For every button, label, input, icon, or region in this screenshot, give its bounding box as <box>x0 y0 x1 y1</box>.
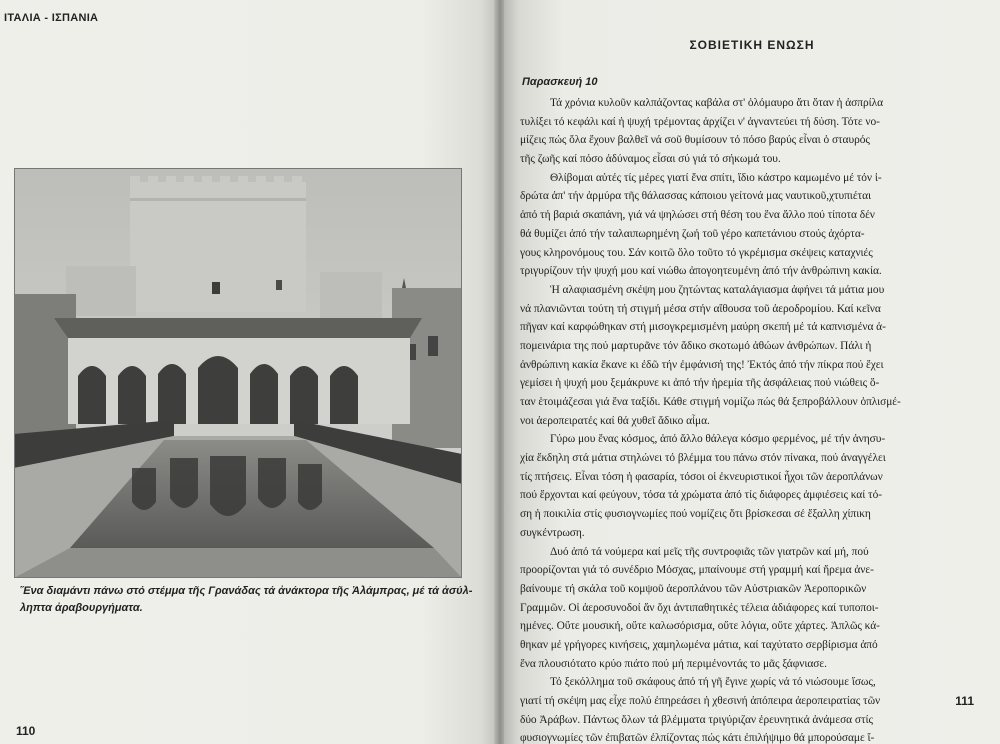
text-line: νοι ἀεροπειρατές καί θά χυθεῖ ἄδικο αἷμα. <box>520 414 710 427</box>
text-line: θηκαν μέ γρήγορες κινήσεις, χαμηλωμένα μάτια, καί ταχύτατο σερβίρισμα ἀπό <box>520 638 878 651</box>
text-line: συγκέντρωση. <box>520 526 585 539</box>
text-line: ἀπό τή βαριά σκαπάνη, γιά νά ψηλώσει στή θέση του ἕνα ἄλλο πού τίποτα δέν <box>520 209 875 222</box>
text-line: πομεινάρια της πού μαρτυρᾶνε τόν ἄδικο σκοτωμό ἀθώων ἀνθρώπων. Πάλι ἡ <box>520 339 872 352</box>
text-line: θά θυμίζει ἀπό τήν ταλαιπωρημένη ζωή τοῦ γέρο καπετάνιου στούς ἀχόρτα- <box>520 227 865 240</box>
text-line: ημένες. Οὔτε μουσική, οὔτε καλωσόρισμα, οὔτε λόγια, οὔτε χάρτες. Ἁπλῶς κά- <box>520 620 880 633</box>
caption-line: ληπτα ἀραβουργήματα. <box>20 602 143 614</box>
text-line: Δυό ἀπό τά νούμερα καί μεῖς τῆς συντροφιᾶς τῶν γιατρῶν καί μή, πού <box>550 545 869 558</box>
text-line: γιατί τή σκέψη μας εἶχε πολύ ἐπηρεάσει ἡ χθεσινή ἀπόπειρα ἀεροπειρατίας τῶν <box>520 695 881 707</box>
right-page <box>504 0 1000 744</box>
text-line: Γύρω μου ἕνας κόσμος, ἀπό ἄλλο θάλεγα κόσμο φερμένος, μέ τήν ἀνησυ- <box>550 433 886 446</box>
text-line: φυσιογνωμίες τῶν ἐπιβατῶν ἐλπίζοντας πώς κάτι ἐπιλήψιμο θά μπορούσαμε ἴ- <box>520 732 875 744</box>
text-line: Τά χρόνια κυλοῦν καλπάζοντας καβάλα στ' ὁλόμαυρο ἄτι ὅταν ἡ ἀσπρίλα <box>550 97 884 109</box>
text-line: ἀνθρώπινη κακία ἔκανε κι ἐδῶ τήν ἐμφάνισή της! Ἐκτός ἀπό τήν πίκρα πού ἔχει <box>520 358 884 371</box>
text-line: ταν ἑτοιμάζεσαι γιά ἕνα ταξίδι. Κάθε στιγμή νομίζω πώς θά ξεπροβάλλουν ὁπλισμέ- <box>520 396 901 408</box>
text-line: πού ἔρχονται καί φεύγουν, τόσα τά χρώματα ἀπό τίς διάφορες ἀμφιέσεις καί τό- <box>520 489 882 502</box>
text-line: Θλίβομαι αὐτές τίς μέρες γιατί ἕνα σπίτι, ἴδιο κάστρο καμωμένο μέ τόν ἱ- <box>550 171 882 184</box>
text-line: γεμίσει ἡ ψυχή μου ξεμάκρυνε κι ἀπό τήν ἠρεμία τῆς ἀσφάλειας πού νιώθεις ὅ- <box>520 377 880 390</box>
text-line: Ἡ αλαφιασμένη σκέψη μου ζητώντας καταλάγιασμα ἀφήνει τά μάτια μου <box>550 283 885 296</box>
text-line: πῆγαν καί καρφώθηκαν στή μισογκρεμισμένη μαύρη σκεπή μέ τά καπνισμένα ἀ- <box>520 321 886 334</box>
text-line: νά πλανιῶνται τούτη τή στιγμή μέσα στήν αἴθουσα τοῦ ἀεροδρομίου. Καί κεῖνα <box>520 302 881 315</box>
text-line: τριγυρίζουν τήν ψυχή μου καί νιώθω ἀπογοητευμένη ἀπό τήν ἀνθρώπινη κακία. <box>520 265 882 278</box>
text-line: μίζεις πώς ὅλα ἔχουν βαλθεῖ νά σοῦ θυμίσουν τό πόσο βαρύς εἶναι ὁ σταυρός <box>520 134 870 147</box>
caption-line: Ἕνα διαμάντι πάνω στό στέμμα τῆς Γρανάδας τά ἀνάκτορα τῆς Ἀλάμπρας, μέ τά ἀσύλ- <box>20 585 473 597</box>
body-text <box>520 94 964 744</box>
alhambra-photo <box>14 168 462 578</box>
running-head-right: ΣΟΒΙΕΤΙΚΗ ΕΝΩΣΗ <box>689 38 815 52</box>
text-line: χία ἔκδηλη στά μάτια στηλώνει τό βλέμμα του πάνω στόν πίνακα, πού ἀναγγέλει <box>520 452 886 465</box>
text-line: τίς πτήσεις. Εἶναι τόση ἡ φασαρία, τόσοι οἱ ἐκνευριστικοί ἦχοι τῶν ἀεροπλάνων <box>520 470 883 483</box>
text-line: ση ἡ ποικιλία στίς φυσιογνωμίες πού νομίζεις ὅτι βρίσκεσαι σέ ἔξαλλη χίπικη <box>520 508 871 521</box>
text-line: τυλίξει τό κεφάλι καί ἡ ψυχή τρέμοντας ἀρχίζει ν' ἀγναντεύει τή δύση. Τότε νο- <box>520 115 880 128</box>
photo-caption <box>20 583 480 617</box>
day-heading: Παρασκευή 10 <box>522 76 598 88</box>
left-page <box>0 0 496 744</box>
text-line: προορίζονται γιά τό συνέδριο Μόσχας, μπαίνουμε στή γραμμή καί ἤρεμα ἀνε- <box>520 564 874 577</box>
text-line: τῆς ζωῆς καί πόσο ἀδύναμος εἶσαι σύ γιά τό σήκωμά του. <box>520 153 781 166</box>
page-number-right: 111 <box>955 694 974 708</box>
text-line: ἕνα πλουσιότατο κρύο πιάτο πού μή περιμένοντάς το μᾶς ξάφνιασε. <box>520 657 827 670</box>
page-number-left: 110 <box>16 724 36 738</box>
text-line: Τό ξεκόλλημα τοῦ σκάφους ἀπό τή γῆ ἔγινε χωρίς νά τό νιώσουμε ἴσως, <box>550 676 876 689</box>
text-line: δύο Ἀράβων. Πάντως ὅλων τά βλέμματα τριγύριζαν ἐρευνητικά ἀνάμεσα στίς <box>520 713 873 726</box>
text-line: Γραμμῶν. Οἱ ἀεροσυνοδοί ἄν ὄχι ἀντιπαθητικές τέλεια ἀδιάφορες καί τυποποι- <box>520 601 879 614</box>
text-line: βαίνουμε τή σκάλα τοῦ κομψοῦ ἀεροπλάνου τῶν Αὐστριακῶν Ἀεροπορικῶν <box>520 582 867 595</box>
text-line: γους κληρονόμους του. Σάν κοιτῶ ὅλο τοῦτο τό γκρέμισμα σκέψεις καταχνιές <box>520 246 873 259</box>
text-line: δρώτα ἀπ' τήν ἁρμύρα τῆς θάλασσας κάποιου γείτονά μας ναυτικοῦ,χτυπιέται <box>520 190 872 203</box>
running-head-left: ΙΤΑΛΙΑ - ΙΣΠΑΝΙΑ <box>4 12 99 24</box>
